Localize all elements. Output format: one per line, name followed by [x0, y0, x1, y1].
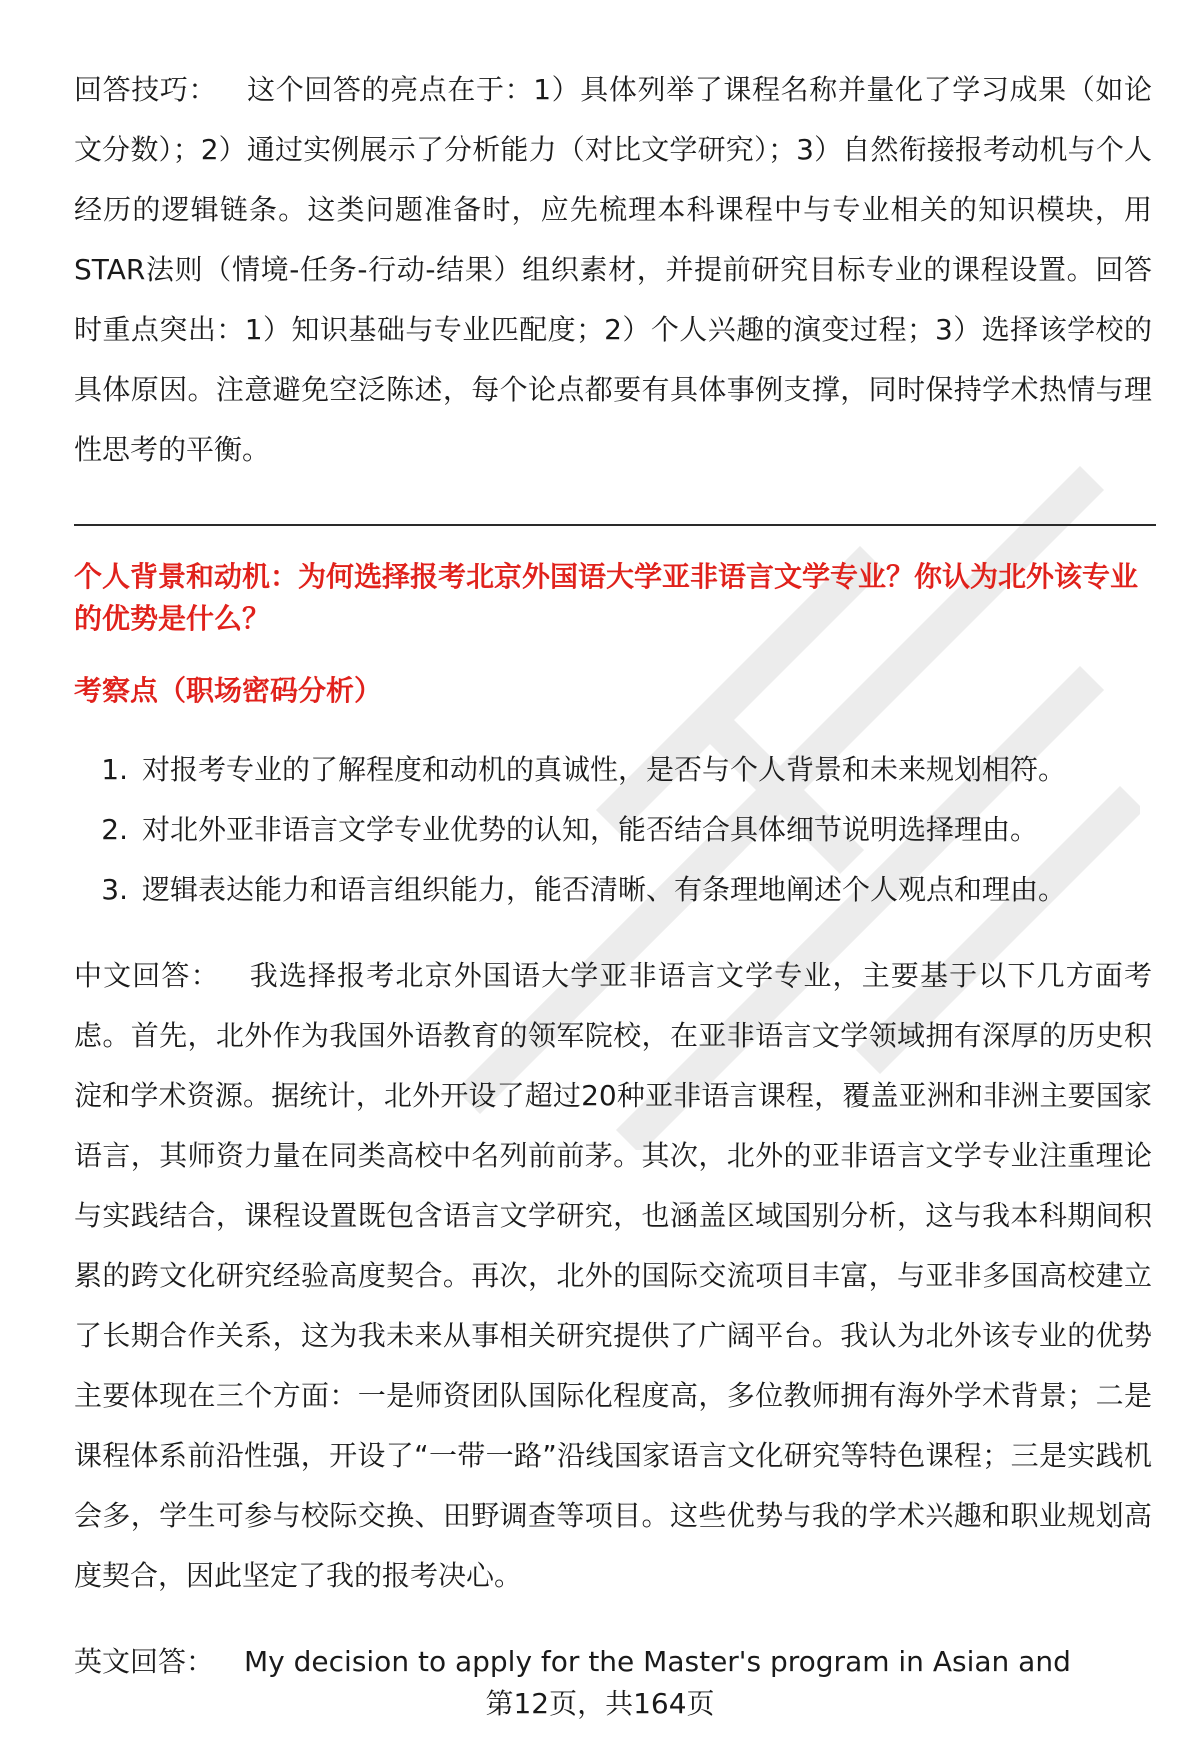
list-item-number: 1.: [101, 753, 128, 786]
tips-section: [74, 60, 1152, 480]
list-item: [74, 860, 1152, 920]
list-item-number: 2.: [101, 813, 128, 846]
exam-points-heading: 考察点（职场密码分析）: [74, 674, 383, 707]
section-divider: [74, 524, 1156, 526]
list-item: [74, 800, 1152, 860]
chinese-answer-label: 中文回答：: [74, 959, 220, 992]
list-item: [74, 740, 1152, 800]
chinese-answer-paragraph: [74, 946, 1152, 1606]
english-answer-text: My decision to apply for the Master's program in Asian and: [244, 1645, 1071, 1678]
chinese-answer-text: 我选择报考北京外国语大学亚非语言文学专业，主要基于以下几方面考虑。首先，北外作为我国外语教育的领军院校，在亚非语言文学领域拥有深厚的历史积淀和学术资源。据统计，北外开设了超过20种亚非语言课程，覆盖亚洲和非洲主要国家语言，其师资力量在同类高校中名列前前茅。其次，北外的亚非语言文学专业注重理论与实践结合，课程设置既包含语言文学研究，也涵盖区域国别分析，这与我本科期间积累的跨文化研究经验高度契合。再次，北外的国际交流项目丰富，与亚非多国高校建立了长期合作关系，这为我未来从事相关研究提供了广阔平台。我认为北外该专业的优势主要体现在三个方面：一是师资团队国际化程度高，多位教师拥有海外学术背景；二是课程体系前沿性强，开设了“一带一路”沿线国家语言文化研究等特色课程；三是实践机会多，学生可参与校际交换、田野调查等项目。这些优势与我的学术兴趣和职业规划高度契合，因此坚定了我的报考决心。: [74, 959, 1152, 1592]
chinese-answer-section: [74, 946, 1152, 1606]
tips-label: 回答技巧：: [74, 73, 218, 106]
tips-paragraph: [74, 60, 1152, 480]
question-heading: 个人背景和动机：为何选择报考北京外国语大学亚非语言文学专业？你认为北外该专业的优势是什么？: [74, 560, 1139, 635]
tips-text: 这个回答的亮点在于：1）具体列举了课程名称并量化了学习成果（如论文分数）；2）通过实例展示了分析能力（对比文学研究）；3）自然衔接报考动机与个人经历的逻辑链条。这类问题准备时，应先梳理本科课程中与专业相关的知识模块，用STAR法则（情境-任务-行动-结果）组织素材，并提前研究目标专业的课程设置。回答时重点突出：1）知识基础与专业匹配度；2）个人兴趣的演变过程；3）选择该学校的具体原因。注意避免空泛陈述，每个论点都要有具体事例支撑，同时保持学术热情与理性思考的平衡。: [74, 73, 1152, 466]
list-item-number: 3.: [101, 873, 128, 906]
list-item-text: 对北外亚非语言文学专业优势的认知，能否结合具体细节说明选择理由。: [142, 813, 1039, 846]
english-answer-label: 英文回答：: [74, 1645, 215, 1678]
english-answer-paragraph: [74, 1632, 1152, 1692]
exam-points-list: [74, 740, 1152, 920]
list-item-text: 对报考专业的了解程度和动机的真诚性，是否与个人背景和未来规划相符。: [142, 753, 1067, 786]
page-number: 第12页，共164页: [485, 1687, 715, 1720]
list-item-text: 逻辑表达能力和语言组织能力，能否清晰、有条理地阐述个人观点和理由。: [142, 873, 1067, 906]
